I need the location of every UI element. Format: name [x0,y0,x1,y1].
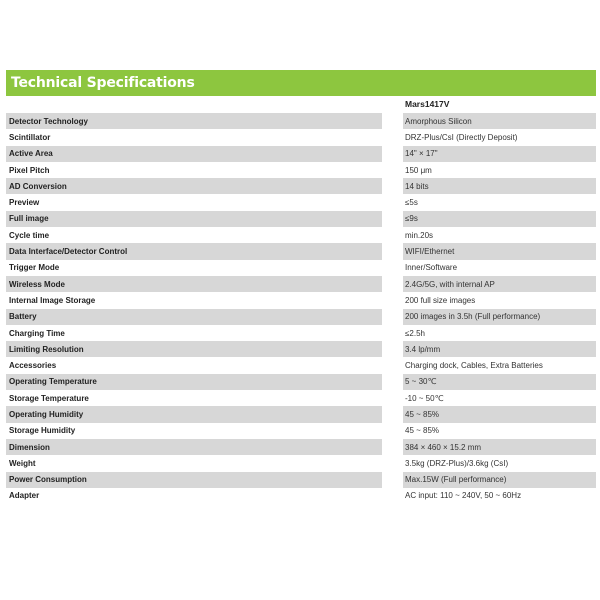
spec-gap [382,211,403,227]
spec-row [6,439,596,455]
spec-gap [382,309,403,325]
spec-value: 200 images in 3.5h (Full performance) [403,309,596,325]
spec-label: Operating Humidity [6,406,382,422]
spec-value: 45 ~ 85% [403,406,596,422]
spec-row [6,276,596,292]
spec-value: Amorphous Silicon [403,113,596,129]
spec-row [6,227,596,243]
spec-value: min.20s [405,230,434,240]
spec-value: 2.4G/5G, with internal AP [403,276,596,292]
spec-value: 200 full size images [405,295,476,305]
spec-label: Charging Time [9,328,65,338]
spec-label: Preview [9,198,40,208]
spec-row [6,113,596,129]
spec-row [6,488,596,504]
spec-gap [382,276,403,292]
spec-value: WIFI/Ethernet [403,243,596,259]
spec-gap [382,390,403,406]
spec-label: Dimension [6,439,382,455]
spec-row [6,472,596,488]
spec-label: Detector Technology [6,113,382,129]
spec-gap [382,292,403,308]
spec-gap [382,129,403,145]
spec-gap [382,113,403,129]
spec-value: 14" × 17" [403,146,596,162]
spec-gap [382,357,403,373]
spec-row [6,406,596,422]
spec-row [6,341,596,357]
spec-gap [382,260,403,276]
spec-label: Power Consumption [6,472,382,488]
spec-value: 150 μm [405,165,432,175]
spec-label: Cycle time [9,230,50,240]
spec-gap [382,227,403,243]
spec-value: AC input: 110 ~ 240V, 50 ~ 60Hz [405,491,522,501]
title-bar [6,70,596,96]
spec-gap [382,341,403,357]
spec-gap [382,439,403,455]
spec-value: ≤2.5h [405,328,425,338]
spec-gap [382,374,403,390]
page-title: Technical Specifications [11,75,195,91]
spec-gap [382,325,403,341]
spec-label: Trigger Mode [9,263,60,273]
spec-label: Operating Temperature [6,374,382,390]
spec-value: -10 ~ 50℃ [405,393,444,403]
spec-label: Pixel Pitch [9,165,50,175]
spec-gap [382,162,403,178]
spec-value: ≤5s [405,198,418,208]
spec-value: Inner/Software [405,263,458,273]
spec-row [6,390,596,406]
spec-value: 384 × 460 × 15.2 mm [403,439,596,455]
spec-value: Max.15W (Full performance) [403,472,596,488]
spec-label: AD Conversion [6,178,382,194]
spec-label: Accessories [9,361,57,371]
spec-table [6,113,596,504]
spec-gap [382,455,403,471]
spec-label: Weight [9,458,36,468]
spec-gap [382,178,403,194]
spec-row [6,260,596,276]
spec-label: Data Interface/Detector Control [6,243,382,259]
spec-row [6,211,596,227]
spec-value: 14 bits [403,178,596,194]
spec-label: Scintillator [9,132,51,142]
spec-gap [382,243,403,259]
spec-label: Battery [6,309,382,325]
spec-label: Wireless Mode [6,276,382,292]
spec-row [6,194,596,210]
spec-row [6,292,596,308]
model-column-header: Mars1417V [405,99,450,109]
spec-gap [382,472,403,488]
spec-row [6,146,596,162]
spec-gap [382,406,403,422]
spec-label: Adapter [9,491,40,501]
spec-value: ≤9s [403,211,596,227]
spec-label: Storage Temperature [9,393,89,403]
spec-value: 45 ~ 85% [405,426,440,436]
spec-row [6,243,596,259]
spec-row [6,309,596,325]
spec-row [6,178,596,194]
spec-label: Internal Image Storage [9,295,96,305]
spec-label: Active Area [6,146,382,162]
spec-row [6,357,596,373]
spec-row [6,162,596,178]
spec-label: Full image [6,211,382,227]
spec-label: Storage Humidity [9,426,76,436]
spec-row [6,129,596,145]
spec-row [6,325,596,341]
spec-value: 3.4 lp/mm [403,341,596,357]
spec-row [6,374,596,390]
spec-label: Limiting Resolution [6,341,382,357]
spec-value: 5 ~ 30℃ [403,374,596,390]
spec-value: Charging dock, Cables, Extra Batteries [405,361,543,371]
spec-value: 3.5kg (DRZ-Plus)/3.6kg (CsI) [405,458,509,468]
spec-gap [382,423,403,439]
spec-row [6,423,596,439]
spec-gap [382,194,403,210]
spec-row [6,455,596,471]
spec-gap [382,146,403,162]
spec-value: DRZ-Plus/CsI (Directly Deposit) [405,132,518,142]
spec-gap [382,488,403,504]
